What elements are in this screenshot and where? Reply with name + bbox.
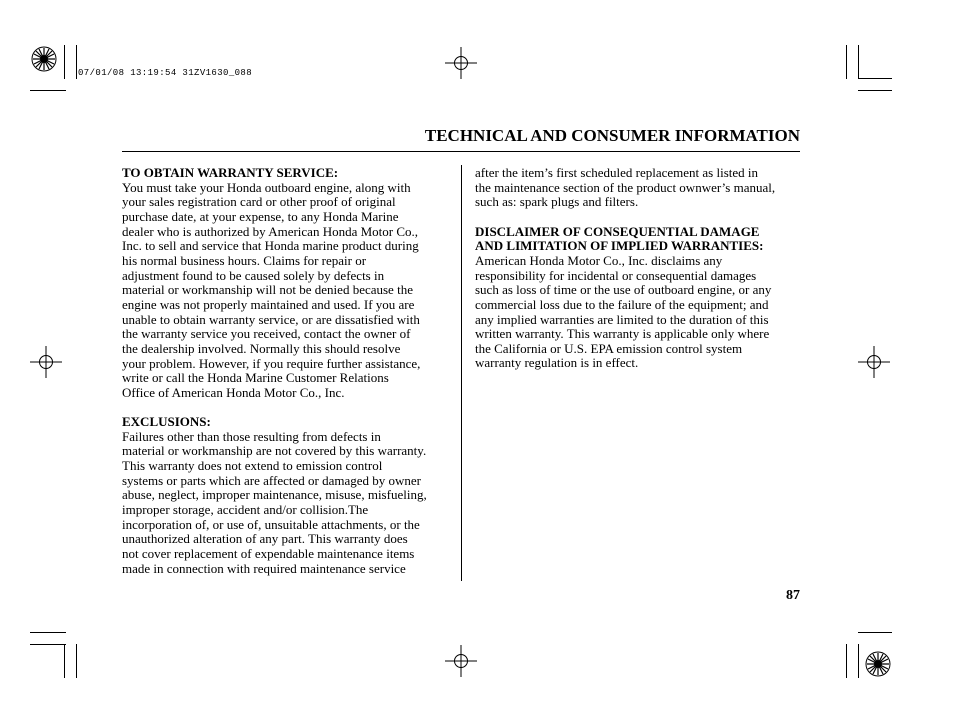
crop-mark-icon: [858, 632, 892, 633]
crop-mark-icon: [76, 45, 77, 79]
page-number: 87: [786, 588, 800, 603]
starburst-target-icon: [30, 45, 58, 73]
crop-mark-icon: [858, 90, 892, 91]
disclaimer-heading-line1: DISCLAIMER OF CONSEQUENTIAL DAMAGE: [475, 223, 760, 239]
crosshair-registration-icon: [30, 346, 62, 378]
crop-mark-icon: [76, 644, 77, 678]
disclaimer-heading-line2: AND LIMITATION OF IMPLIED WARRANTIES:: [475, 238, 764, 254]
exclusions-heading: EXCLUSIONS:: [122, 414, 211, 430]
page-title: TECHNICAL AND CONSUMER INFORMATION: [424, 126, 800, 145]
crop-mark-icon: [64, 644, 65, 678]
crop-mark-icon: [858, 644, 859, 678]
crop-mark-icon: [846, 644, 847, 678]
title-divider: [122, 151, 800, 152]
crop-mark-icon: [30, 632, 66, 633]
column-divider: [461, 165, 462, 581]
warranty-service-heading: TO OBTAIN WARRANTY SERVICE:: [122, 165, 339, 180]
crosshair-registration-icon: [445, 47, 477, 79]
right-column: [475, 166, 805, 386]
disclaimer-body: American Honda Motor Co., Inc. disclaims any responsibility for incidental or consequential damages such as loss of time or the use of outboard engine, or any commercial loss due to the failure of the equipment; and any implied warranties are limited to the duration of this written warranty. This warranty is applicable only where the California or U.S. EPA emission control system warranty regulation is in effect.: [475, 252, 772, 371]
crop-mark-icon: [64, 45, 65, 79]
warranty-service-body: You must take your Honda outboard engine, along with your sales registration card or other proof of original purchase date, at your expense, to any Honda Marine dealer who is authorized by American Honda Motor Co., Inc. to sell and service that Honda marine product during his normal business hours. Claims for repair or adjustment found to be caused solely by defects in material or workmanship will not be denied because the engine was not properly maintained and used. If you are unable to obtain warranty service, or are dissatisfied with the warranty service you received, contact the owner of the dealership involved. Normally this should resolve your problem. However, if you require further assistance, write or call the Honda Marine Customer Relations Office of American Honda Motor Co., Inc.: [122, 179, 421, 400]
exclusions-continuation: after the item’s first scheduled replacement as listed in the maintenance section of the product ownwer’s manual, such as: spark plugs and filters.: [475, 165, 776, 210]
left-column: [122, 166, 452, 591]
crop-mark-icon: [30, 90, 66, 91]
crosshair-registration-icon: [445, 645, 477, 677]
crop-mark-icon: [30, 644, 66, 645]
crosshair-registration-icon: [858, 346, 890, 378]
crop-mark-icon: [846, 45, 847, 79]
crop-mark-icon: [858, 78, 892, 79]
crop-mark-icon: [858, 45, 859, 79]
print-timestamp: 07/01/08 13:19:54 31ZV1630_088: [78, 68, 253, 78]
starburst-target-icon: [864, 650, 892, 678]
exclusions-body: Failures other than those resulting from defects in material or workmanship are not covered by this warranty. This warranty does not extend to emission control systems or parts which are affected or damaged by owner abuse, neglect, improper maintenance, misuse, misfueling, improper storage, accident and/or collision.The incorporation of, or use of, unsuitable attachments, or the unauthorized alteration of any part. This warranty does not cover replacement of expendable maintenance items made in connection with required maintenance service: [122, 428, 427, 576]
